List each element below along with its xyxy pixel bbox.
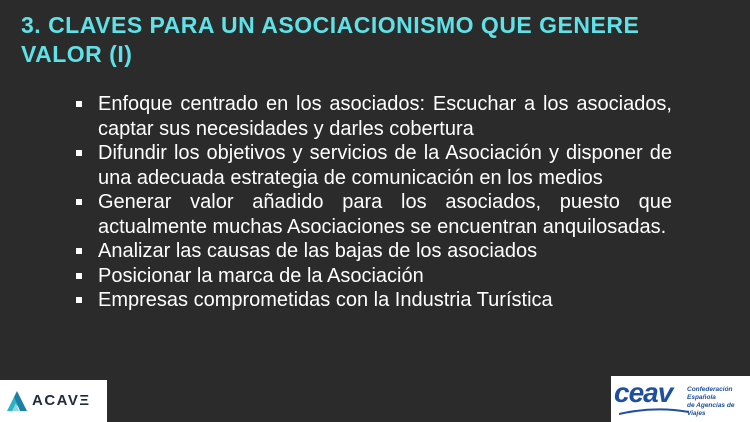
bullet-text: Difundir los objetivos y servicios de la Asociación y disponer de una adecuada estrategia de comunicación en los medios xyxy=(98,142,672,189)
bullet-item xyxy=(72,264,672,289)
ceav-logo-subtitle: Confederación Española de Agencias de Viajes xyxy=(687,386,735,417)
bullet-text: Empresas comprometidas con la Industria Turística xyxy=(98,289,553,311)
bullet-square-icon xyxy=(76,248,82,254)
bullet-text: Generar valor añadido para los asociados, puesto que actualmente muchas Asociaciones se encuentran anquilosadas. xyxy=(98,191,672,238)
acave-logo xyxy=(0,380,107,422)
slide-title: 3. CLAVES PARA UN ASOCIACIONISMO QUE GENERE VALOR (I) xyxy=(21,12,640,67)
acave-logo-text: ACAVΞ xyxy=(32,392,91,409)
bullet-square-icon xyxy=(76,101,82,107)
bullet-item xyxy=(72,92,672,141)
bullet-square-icon xyxy=(76,273,82,279)
bullet-square-icon xyxy=(76,297,82,303)
bullet-text: Analizar las causas de las bajas de los asociados xyxy=(98,240,538,262)
bullet-text: Enfoque centrado en los asociados: Escuchar a los asociados, captar sus necesidades y darles cobertura xyxy=(98,93,672,140)
bullet-list xyxy=(72,92,672,313)
bullet-item xyxy=(72,239,672,264)
bullet-item xyxy=(72,141,672,190)
bullet-text: Posicionar la marca de la Asociación xyxy=(98,264,424,287)
bullet-item xyxy=(72,288,672,313)
acave-logo-icon xyxy=(7,391,27,411)
ceav-logo-mark: ceav xyxy=(614,377,673,408)
ceav-swoosh-icon xyxy=(619,408,689,416)
bullet-square-icon xyxy=(76,199,82,205)
bullet-square-icon xyxy=(76,150,82,156)
bullet-item xyxy=(72,190,672,239)
ceav-logo xyxy=(611,376,750,422)
